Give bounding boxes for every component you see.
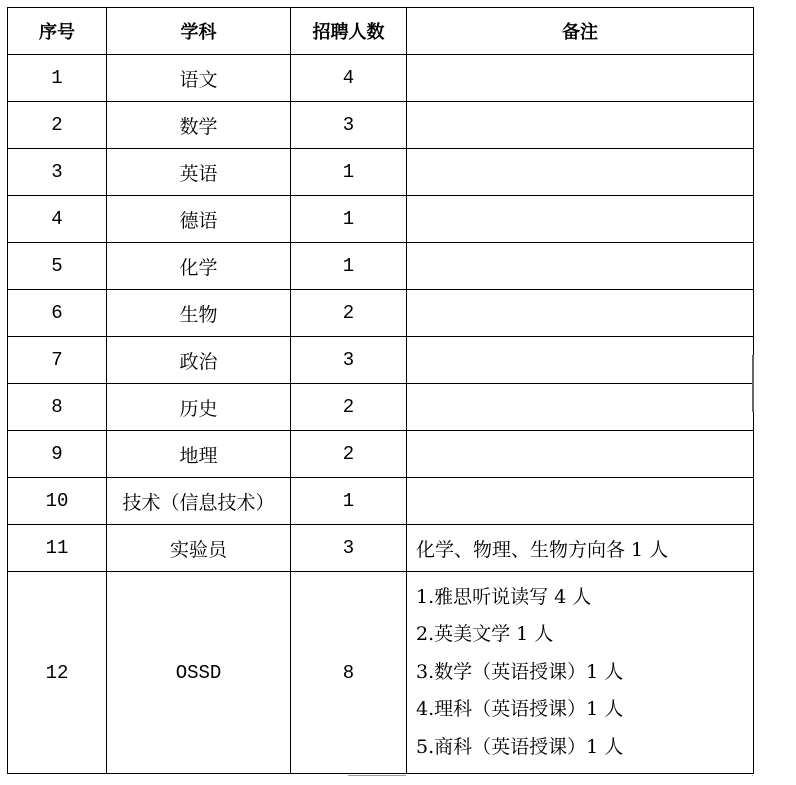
- cell-index: 10: [8, 478, 107, 525]
- cell-subject: 生物: [107, 290, 291, 337]
- cell-index: 3: [8, 149, 107, 196]
- cell-index: 12: [8, 572, 107, 774]
- cell-index: 4: [8, 196, 107, 243]
- cell-note: [407, 102, 754, 149]
- note-line: 3.数学（英语授课）1 人: [416, 660, 624, 683]
- cell-index: 11: [8, 525, 107, 572]
- cell-note: [407, 478, 754, 525]
- cell-count: 2: [291, 431, 407, 478]
- table-row: [8, 196, 754, 243]
- table-row: [8, 102, 754, 149]
- cell-subject: 历史: [107, 384, 291, 431]
- cell-count: 4: [291, 55, 407, 102]
- cell-subject: 化学: [107, 243, 291, 290]
- cell-note: [407, 431, 754, 478]
- table-row: [8, 149, 754, 196]
- cell-count: 2: [291, 384, 407, 431]
- cell-index: 8: [8, 384, 107, 431]
- note-line: 1.雅思听说读写 4 人: [416, 585, 592, 608]
- cell-subject: OSSD: [107, 572, 291, 774]
- cell-subject: 语文: [107, 55, 291, 102]
- note-line: 5.商科（英语授课）1 人: [416, 735, 624, 758]
- table-header-row: [8, 8, 754, 55]
- table-row: [8, 525, 754, 572]
- cell-index: 7: [8, 337, 107, 384]
- note-line: 2.英美文学 1 人: [416, 623, 554, 646]
- cell-count: 1: [291, 196, 407, 243]
- header-note: 备注: [407, 8, 754, 55]
- table-row: [8, 290, 754, 337]
- cell-index: 2: [8, 102, 107, 149]
- cell-count: 8: [291, 572, 407, 774]
- cell-note: [407, 196, 754, 243]
- cell-subject: 实验员: [107, 525, 291, 572]
- cell-note: [407, 149, 754, 196]
- recruitment-table: [7, 7, 754, 774]
- cell-subject: 英语: [107, 149, 291, 196]
- cell-index: 5: [8, 243, 107, 290]
- cell-count: 2: [291, 290, 407, 337]
- table-row: [8, 478, 754, 525]
- table-row: [8, 431, 754, 478]
- cell-index: 9: [8, 431, 107, 478]
- cell-subject: 技术（信息技术）: [107, 478, 291, 525]
- note-line: 4.理科（英语授课）1 人: [416, 698, 624, 721]
- table-row: [8, 384, 754, 431]
- cell-subject: 德语: [107, 196, 291, 243]
- cell-note: [407, 384, 754, 431]
- cell-note: [407, 572, 754, 774]
- cell-index: 1: [8, 55, 107, 102]
- cell-note: [407, 290, 754, 337]
- cell-count: 3: [291, 525, 407, 572]
- cell-count: 1: [291, 478, 407, 525]
- cell-subject: 政治: [107, 337, 291, 384]
- cell-note: [407, 337, 754, 384]
- cell-count: 1: [291, 243, 407, 290]
- cell-subject: 地理: [107, 431, 291, 478]
- header-count: 招聘人数: [291, 8, 407, 55]
- header-index: 序号: [8, 8, 107, 55]
- cell-subject: 数学: [107, 102, 291, 149]
- table-row: [8, 243, 754, 290]
- cell-note: [407, 243, 754, 290]
- cell-count: 1: [291, 149, 407, 196]
- cell-note: 化学、物理、生物方向各 1 人: [407, 525, 754, 572]
- corner-dot: [752, 775, 753, 776]
- table-row: [8, 572, 754, 774]
- bottom-mark: [348, 775, 406, 776]
- cell-note: [407, 55, 754, 102]
- table-row: [8, 337, 754, 384]
- table-row: [8, 55, 754, 102]
- cell-count: 3: [291, 337, 407, 384]
- edge-mark: [752, 355, 754, 412]
- cell-count: 3: [291, 102, 407, 149]
- header-subject: 学科: [107, 8, 291, 55]
- cell-index: 6: [8, 290, 107, 337]
